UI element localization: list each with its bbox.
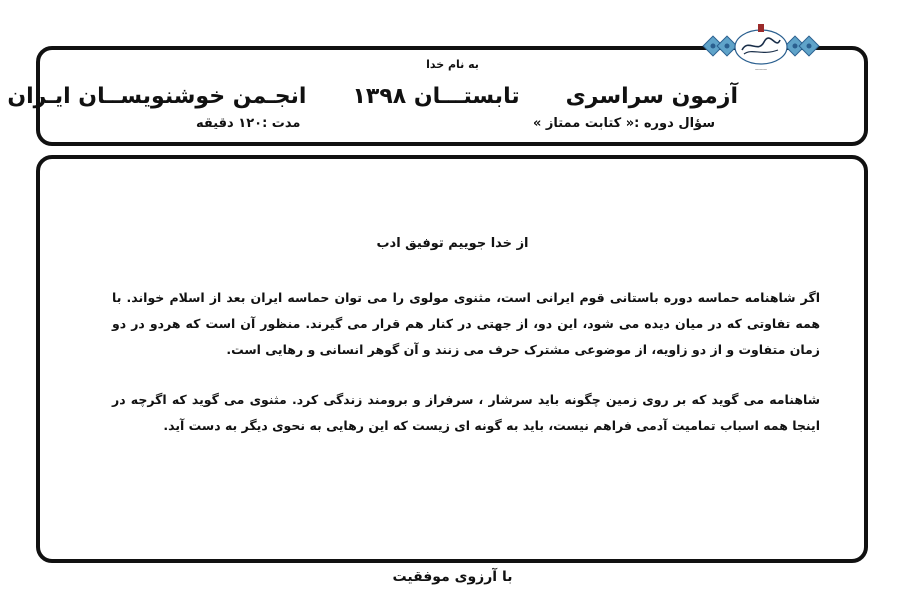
organization-name: انجـمن خوشنویســان ایـران (7, 84, 307, 109)
course-label: سؤال دوره :« کتابت ممتاز » (532, 116, 715, 131)
text-paragraph-2: شاهنامه می گوید که بر روی زمین چگونه باید سرشار ، سرفراز و برومند زندگی کرد. مثنوی می گوید که اگرچه در اینجا همه اسباب تمامیت آدمی فراهم نیست، باید به گونه ای زیست که این رهایی به نحوی دیگر به دست آید. (112, 392, 820, 433)
svg-text:———: ——— (755, 67, 767, 72)
exam-term: تابستـــان ۱۳۹۸ (352, 84, 520, 109)
duration-label: مدت :۱۲۰ دقیقه (196, 116, 301, 131)
bismillah-text: به نام خدا (426, 58, 479, 71)
text-paragraph-1: اگر شاهنامه حماسه دوره باستانی قوم ایرانی است، مثنوی مولوی را می توان حماسه ایران بعد از اسلام خواند. با همه تفاوتی که در میان دیده می شود، این دو، از جهتی در کنار هم قرار می گیرند. منظور آن است که هردو در دو زمان متفاوت و از دو زاویه، از موضوعی مشترک حرف می زنند و آن گوهر انسانی و رهایی است. (112, 290, 820, 357)
exam-title-row (7, 80, 738, 114)
exam-title: آزمون سراسری (565, 84, 738, 109)
text-title: از خدا جوییم توفیق ادب (376, 236, 529, 251)
footer-wish: با آرزوی موفقیت (392, 569, 513, 585)
